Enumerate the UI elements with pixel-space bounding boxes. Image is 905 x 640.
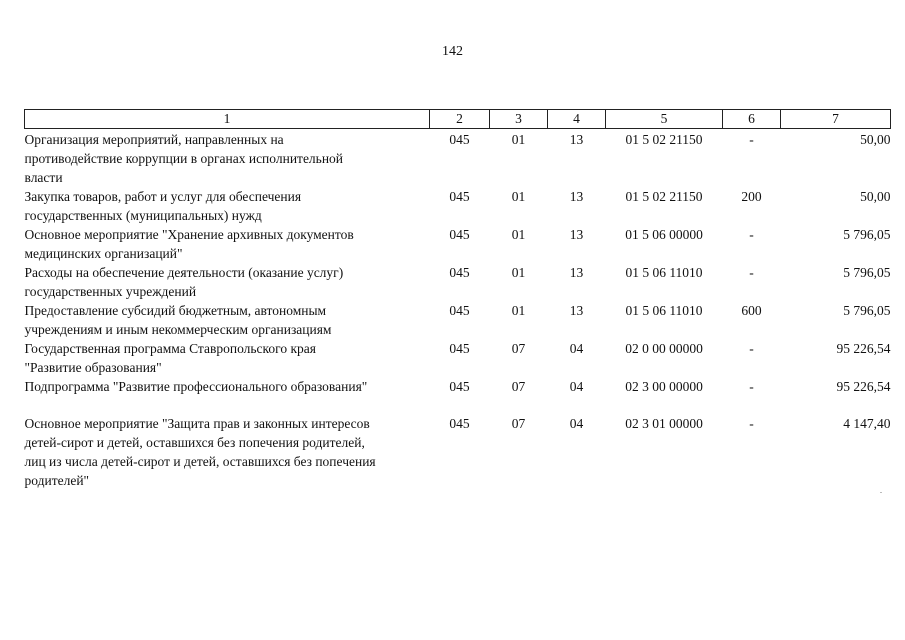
row-name [25, 129, 430, 188]
row-name-line: лиц из числа детей-сирот и детей, оставшихся без попечения [24, 454, 376, 469]
row-target-article-code: 02 3 01 00000 [625, 416, 703, 431]
table-row [25, 377, 891, 396]
row-name [25, 339, 430, 377]
row-name-line: Основное мероприятие "Хранение архивных документов [24, 227, 354, 242]
row-subsection-code: 04 [569, 379, 584, 394]
header-col-5: 5 [606, 110, 723, 129]
row-section-code: 07 [511, 379, 526, 394]
row-expense-type-code: - [749, 227, 754, 242]
row-name-line: Организация мероприятий, направленных на [24, 132, 284, 147]
row-amount: 50,00 [860, 132, 891, 147]
row-name-line: Подпрограмма "Развитие профессионального образования" [24, 379, 368, 394]
row-amount: 95 226,54 [836, 379, 891, 394]
row-ministry-code: 045 [449, 341, 470, 356]
row-ministry-code: 045 [449, 189, 470, 204]
row-name-line: родителей" [24, 473, 90, 488]
row-subsection-code: 13 [569, 227, 584, 242]
row-amount: 5 796,05 [843, 265, 891, 280]
row-name-line: "Развитие образования" [24, 360, 162, 375]
table-row [25, 301, 891, 339]
row-name [25, 225, 430, 263]
row-subsection-code: 04 [569, 341, 584, 356]
page-number: 142 [442, 44, 463, 59]
scan-artifact [880, 492, 882, 493]
row-section-code: 01 [511, 132, 526, 147]
row-target-article-code: 01 5 06 11010 [625, 265, 703, 280]
table-row [25, 263, 891, 301]
table-row [25, 225, 891, 263]
row-section-code: 07 [511, 341, 526, 356]
table-row [25, 339, 891, 377]
row-name [25, 377, 430, 396]
row-ministry-code: 045 [449, 416, 470, 431]
row-subsection-code: 13 [569, 132, 584, 147]
row-name [25, 263, 430, 301]
row-amount: 4 147,40 [843, 416, 891, 431]
row-amount: 5 796,05 [843, 303, 891, 318]
row-name-line: Закупка товаров, работ и услуг для обеспечения [24, 189, 302, 204]
row-subsection-code: 04 [569, 416, 584, 431]
row-name-line: противодействие коррупции в органах исполнительной [24, 151, 344, 166]
row-expense-type-code: - [749, 132, 754, 147]
header-row [25, 110, 891, 129]
row-expense-type-code: - [749, 265, 754, 280]
row-ministry-code: 045 [449, 379, 470, 394]
row-name-line: Расходы на обеспечение деятельности (оказание услуг) [24, 265, 344, 280]
row-section-code: 01 [511, 265, 526, 280]
row-name-line: Основное мероприятие "Защита прав и законных интересов [24, 416, 370, 431]
row-expense-type-code: 600 [741, 303, 762, 318]
row-expense-type-code: - [749, 379, 754, 394]
row-ministry-code: 045 [449, 132, 470, 147]
row-name-line: государственных учреждений [24, 284, 197, 299]
row-name-line: медицинских организаций" [24, 246, 183, 261]
row-amount: 50,00 [860, 189, 891, 204]
row-target-article-code: 01 5 06 00000 [625, 227, 703, 242]
budget-table [24, 109, 891, 490]
row-name-line: учреждениям и иным некоммерческим организациям [24, 322, 332, 337]
row-section-code: 01 [511, 227, 526, 242]
row-amount: 95 226,54 [836, 341, 891, 356]
header-col-2: 2 [430, 110, 490, 129]
row-ministry-code: 045 [449, 265, 470, 280]
row-amount: 5 796,05 [843, 227, 891, 242]
row-name-line: власти [24, 170, 63, 185]
row-section-code: 07 [511, 416, 526, 431]
row-target-article-code: 01 5 06 11010 [625, 303, 703, 318]
table-row [25, 396, 891, 490]
table-row [25, 129, 891, 188]
row-expense-type-code: - [749, 416, 754, 431]
row-target-article-code: 02 0 00 00000 [625, 341, 703, 356]
row-name-line: государственных (муниципальных) нужд [24, 208, 262, 223]
table-row [25, 187, 891, 225]
row-target-article-code: 01 5 02 21150 [625, 189, 703, 204]
row-expense-type-code: 200 [741, 189, 762, 204]
row-subsection-code: 13 [569, 303, 584, 318]
header-col-3: 3 [490, 110, 548, 129]
row-section-code: 01 [511, 303, 526, 318]
row-ministry-code: 045 [449, 303, 470, 318]
row-name [25, 301, 430, 339]
row-name-line: детей-сирот и детей, оставшихся без попечения родителей, [24, 435, 365, 450]
row-name [25, 187, 430, 225]
row-ministry-code: 045 [449, 227, 470, 242]
header-col-1: 1 [25, 110, 430, 129]
row-section-code: 01 [511, 189, 526, 204]
row-target-article-code: 02 3 00 00000 [625, 379, 703, 394]
row-subsection-code: 13 [569, 189, 584, 204]
header-col-6: 6 [723, 110, 781, 129]
row-name-line: Предоставление субсидий бюджетным, автономным [24, 303, 327, 318]
header-col-7: 7 [781, 110, 891, 129]
table-body [25, 129, 891, 491]
row-name-line: Государственная программа Ставропольского края [24, 341, 316, 356]
header-col-4: 4 [548, 110, 606, 129]
row-name [25, 396, 430, 490]
row-expense-type-code: - [749, 341, 754, 356]
row-subsection-code: 13 [569, 265, 584, 280]
row-target-article-code: 01 5 02 21150 [625, 132, 703, 147]
